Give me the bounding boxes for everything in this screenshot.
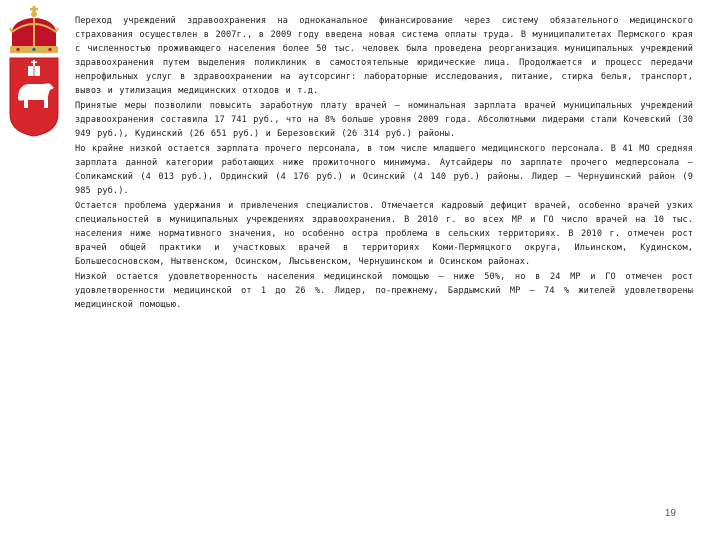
paragraph-staff-salary: Но крайне низкой остается зарплата прочего персонала, в том числе младшего медицинского персонала. В 41 МО средняя зарплата данной категории работающих ниже прожиточного минимума. Аутсайдеры по зарплате прочего медперсонала – Соликамский (4 013 руб.), Ординский (4 176 руб.) и Осинский (4 140 руб.) районы. Лидер – Чернушинский район (9 985 руб.). [75, 144, 693, 196]
paragraph-doctor-salary: Принятые меры позволили повысить заработную плату врачей – номинальная зарплата врачей муниципальных учреждений здравоохранения составила 17 741 руб., что на 8% больше уровня 2009 года. Абсолютными лидерами стали Кочевский (30 949 руб.), Кудинский (26 651 руб.) и Березовский (26 314 руб.) районы. [75, 101, 693, 139]
paragraph-satisfaction: Низкой остается удовлетворенность населения медицинской помощью – ниже 50%, но в 24 МР и ГО отмечен рост удовлетворенности медицинской от 1 до 26 %. Лидер, по-прежнему, Бардымский МР – 74 % жителей удовлетворены медицинской помощью. [75, 272, 693, 310]
page-number: 19 [664, 508, 676, 519]
paragraph-specialists: Остается проблема удержания и привлечения специалистов. Отмечается кадровый дефицит врачей, особенно врачей узких специальностей в муниципальных учреждениях здравоохранения. В 2010 г. во всех МР и ГО число врачей на 10 тыс. населения ниже нормативного значения, но особенно остра проблема в сельских территориях. В 2010 г. отмечен рост врачей общей практики и участковых врачей в территориях Коми-Пермяцкого округа, Ильинском, Кудинском, Большесосновском, Нытвенском, Осинском, Лысьвенском, Чернушинском и Осинском районах. [75, 201, 693, 267]
perm-krai-coat-of-arms-icon [4, 2, 64, 138]
text-content [75, 14, 693, 313]
shield-icon [10, 58, 58, 136]
crown-icon [10, 6, 58, 53]
paragraph-financing: Переход учреждений здравоохранения на одноканальное финансирование через систему обязательного медицинского страхования осуществлен в 2007г., в 2009 году введена новая система оплаты труда. В муниципалитетах Пермского края с численностью проживающего населения более 50 тыс. человек была проведена реорганизация муниципальных учреждений здравоохранения путем выделения поликлиник в самостоятельные юридические лица. Продолжается и процесс передачи непрофильных услуг в здравоохранении на аутсорсинг: лабораторные исследования, питание, стирка белья, транспорт, вывоз и утилизация медицинских отходов и т.д. [75, 16, 693, 96]
